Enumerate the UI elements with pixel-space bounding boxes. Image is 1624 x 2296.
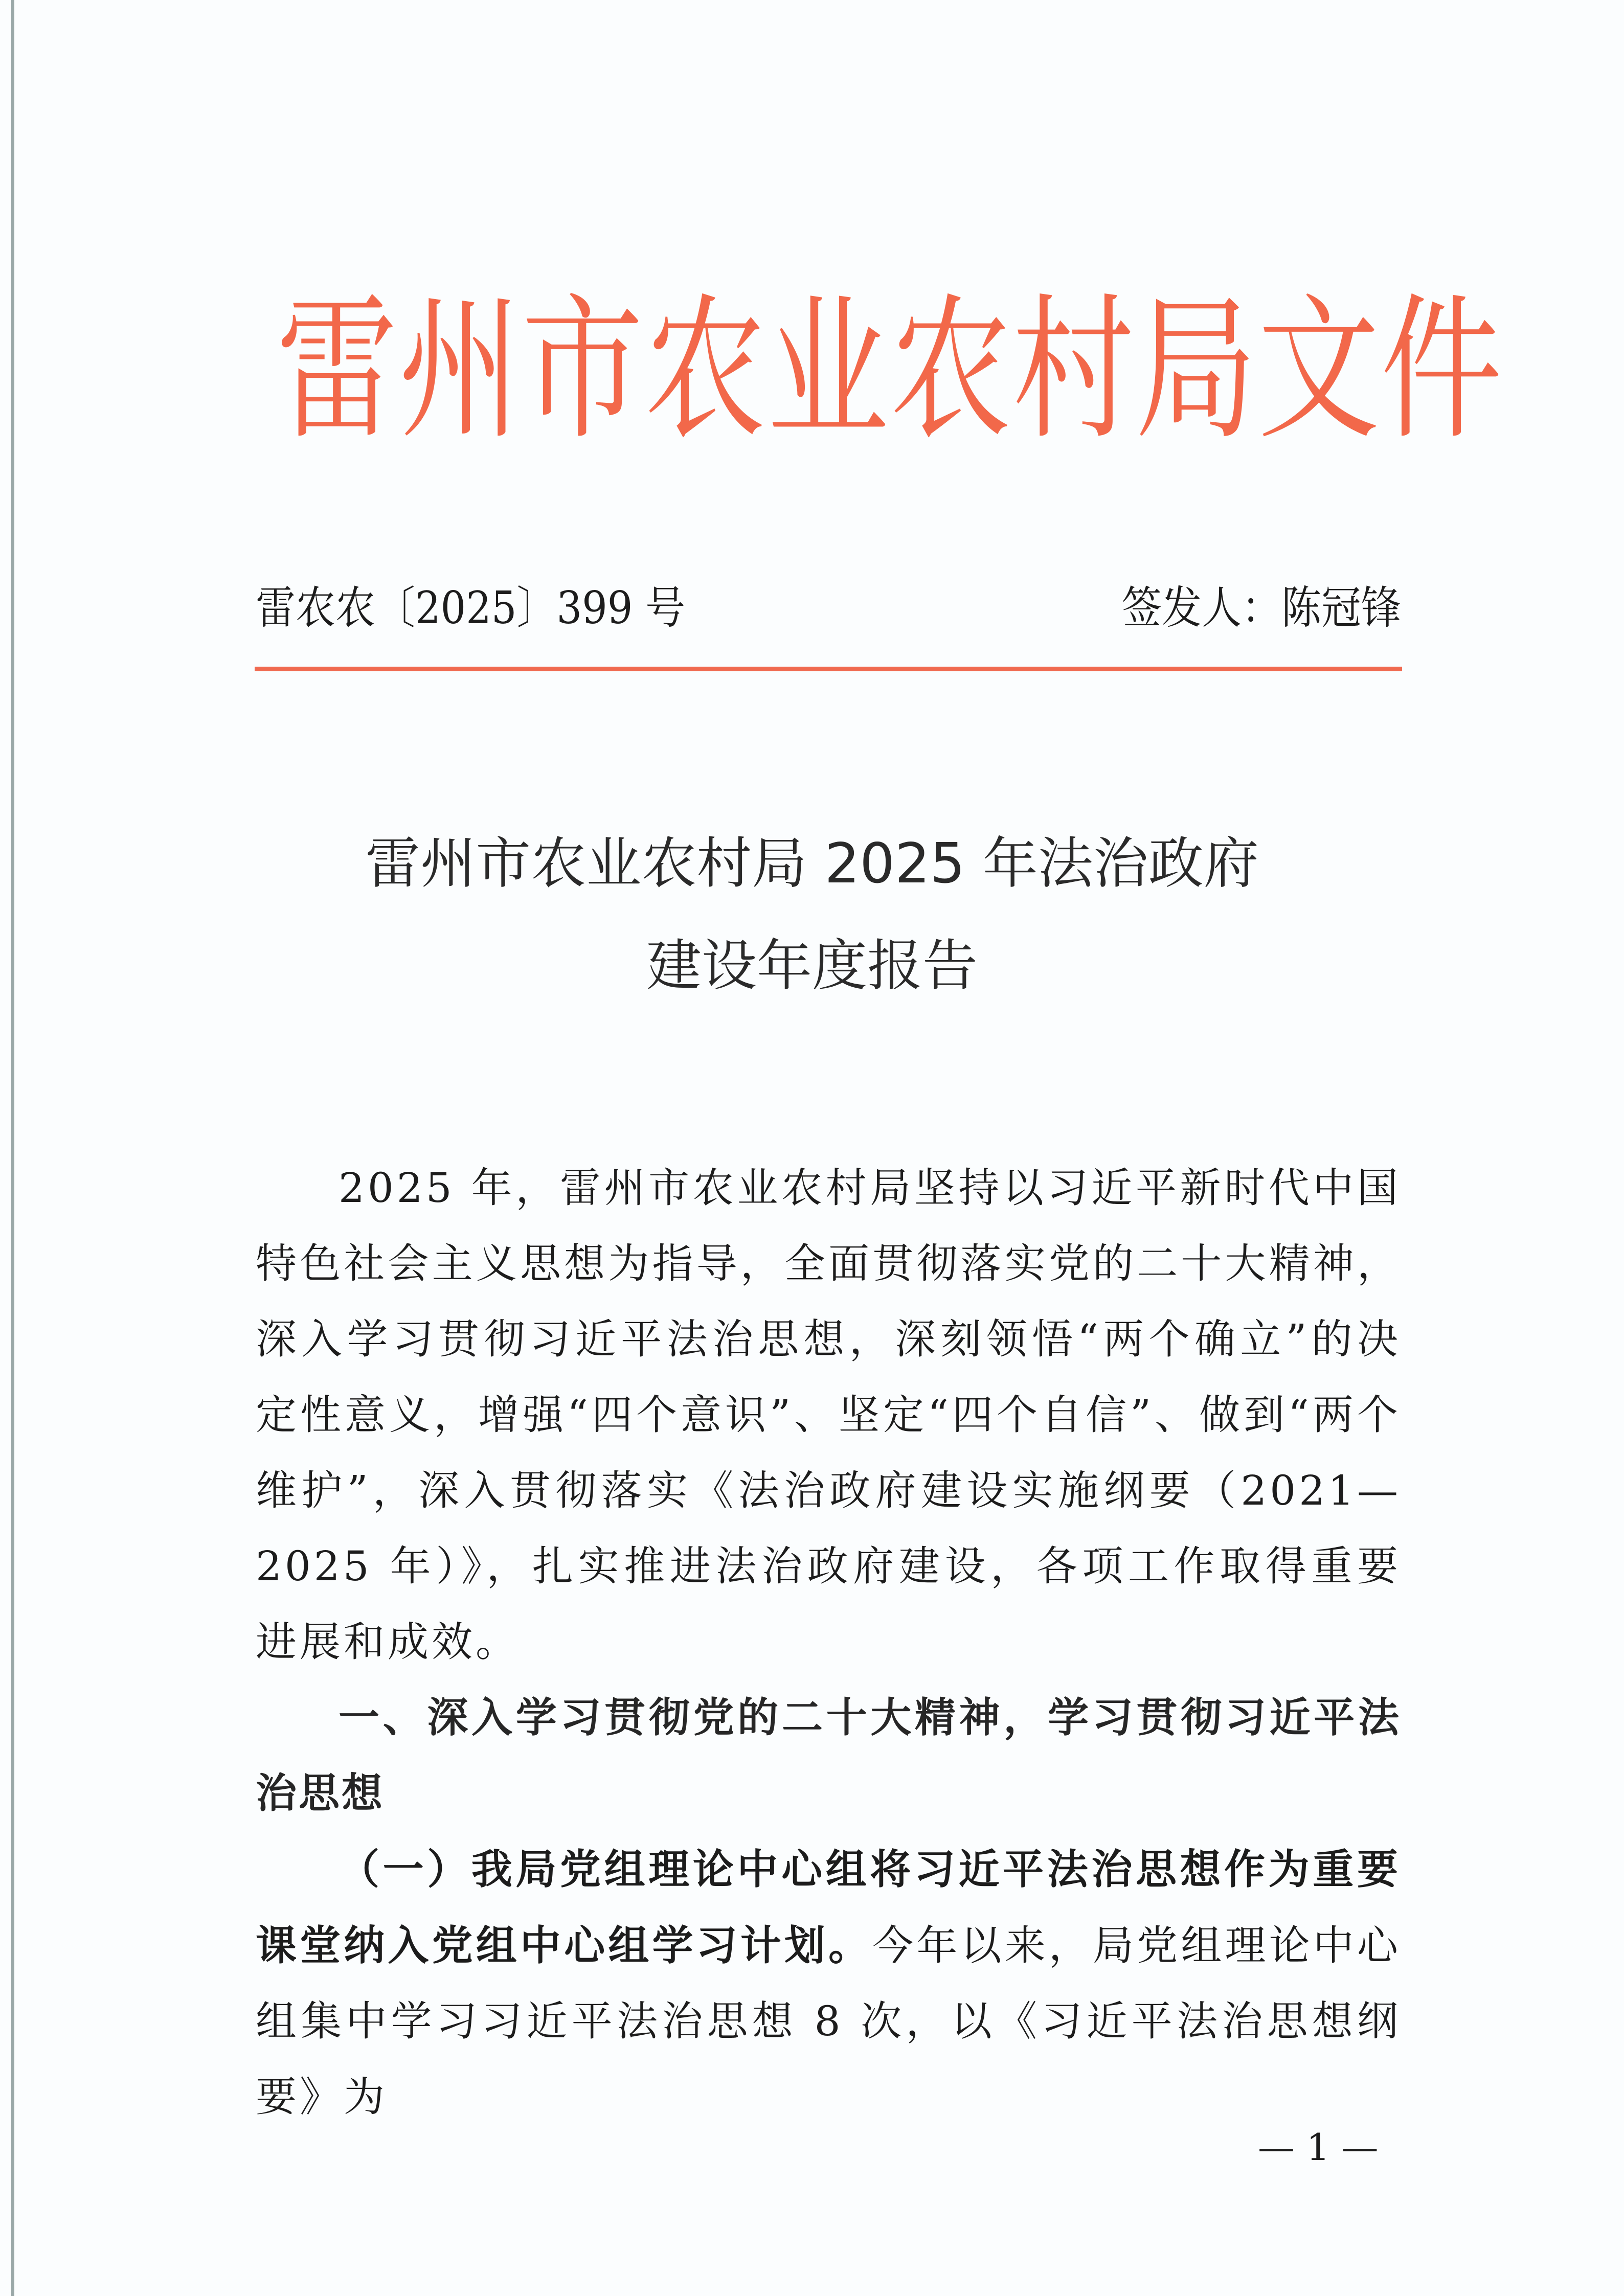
intro-paragraph: 2025 年，雷州市农业农村局坚持以习近平新时代中国特色社会主义思想为指导，全面贯彻落实党的二十大精神，深入学习贯彻习近平法治思想，深刻领悟“两个确立”的决定性意义，增强“四个意识”、坚定“四个自信”、做到“两个维护”，深入贯彻落实《法治政府建设实施纲要（2021—2025 年）》，扎实推进法治政府建设，各项工作取得重要进展和成效。 [256,1164,1401,1666]
subsection-heading-1: （一）我局党组理论中心组将习近平法治思想作为重要课堂纳入党组中心组学习计划。 [256,1845,1401,1969]
page-number: — 1 — [1258,2126,1379,2169]
report-title [0,813,1624,1017]
subsection-paragraph-1 [256,1831,1401,2135]
section-heading-1: 一、深入学习贯彻党的二十大精神，学习贯彻习近平法治思想 [256,1694,1401,1817]
report-title-line-2: 建设年度报告 [646,934,978,998]
report-title-line-1: 雷州市农业农村局 2025 年法治政府 [365,832,1259,896]
issuing-authority-header: 雷州市农业农村局文件 [276,280,1503,461]
signer: 签发人：陈冠锋 [1121,582,1401,634]
red-separator-rule [255,667,1402,671]
subsection-text-1: 今年以来，局党组理论中心组集中学习习近平法治思想 8 次，以《习近平法治思想纲要》为 [256,1922,1402,2121]
document-number: 雷农农〔2025〕399 号 [256,582,686,634]
document-body [256,1150,1401,2135]
document-meta-line [256,578,1401,639]
